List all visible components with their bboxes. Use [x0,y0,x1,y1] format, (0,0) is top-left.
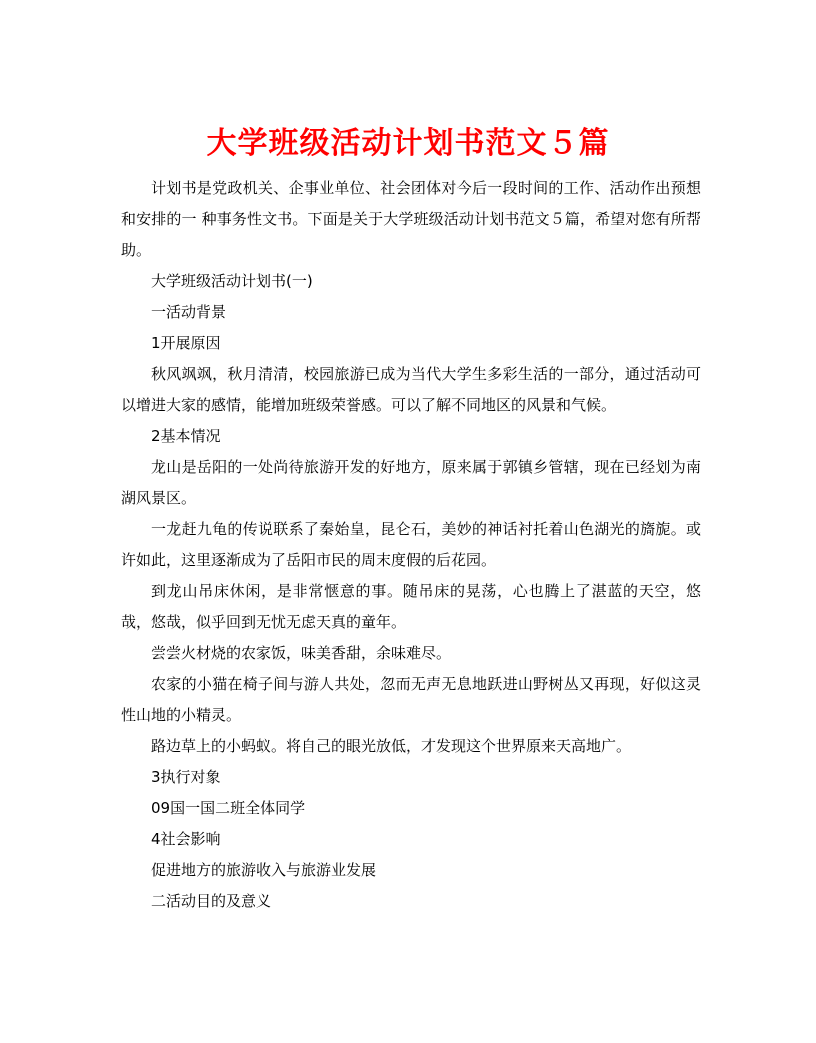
paragraph-intro: 计划书是党政机关、企事业单位、社会团体对今后一段时间的工作、活动作出预想和安排的一 种事务性文书。下面是关于大学班级活动计划书范文５篇，希望对您有所帮助。 [121,179,701,259]
paragraph-legend: 一龙赶九龟的传说联系了秦始皇，昆仑石，美妙的神话衬托着山色湖光的旖旎。或许如此，这里逐渐成为了岳阳市民的周末度假的后花园。 [121,520,701,569]
paragraph-reason: 秋风飒飒，秋月清清，校园旅游已成为当代大学生多彩生活的一部分，通过活动可以增进大家的感情，能增加班级荣誉感。可以了解不同地区的风景和气候。 [121,365,701,414]
subheading-reason: 1开展原因 [151,334,221,352]
paragraph-farm-food: 尝尝火材烧的农家饭，味美香甜，余味难尽。 [151,644,452,662]
section-heading-background: 一活动背景 [151,303,227,321]
paragraph-impact: 促进地方的旅游收入与旅游业发展 [151,861,377,879]
document-title: 大学班级活动计划书范文５篇 [206,126,610,162]
paragraph-target: 09国一国二班全体同学 [151,799,306,817]
section-heading-purpose: 二活动目的及意义 [151,892,272,910]
section-heading-plan-one: 大学班级活动计划书(一) [151,272,313,290]
subheading-target: 3执行对象 [151,768,221,786]
paragraph-longshan: 龙山是岳阳的一处尚待旅游开发的好地方，原来属于郭镇乡管辖，现在已经划为南湖风景区。 [121,458,701,507]
document-body [121,173,701,917]
paragraph-ants: 路边草上的小蚂蚁。将自己的眼光放低，才发现这个世界原来天高地广。 [151,737,632,755]
subheading-impact: 4社会影响 [151,830,221,848]
paragraph-cat: 农家的小猫在椅子间与游人共处，忽而无声无息地跃进山野树丛又再现，好似这灵性山地的小精灵。 [121,675,701,724]
paragraph-hammock: 到龙山吊床休闲，是非常惬意的事。随吊床的晃荡，心也腾上了湛蓝的天空，悠哉，悠哉，似乎回到无忧无虑天真的童年。 [121,582,701,631]
subheading-basic-info: 2基本情况 [151,427,221,445]
